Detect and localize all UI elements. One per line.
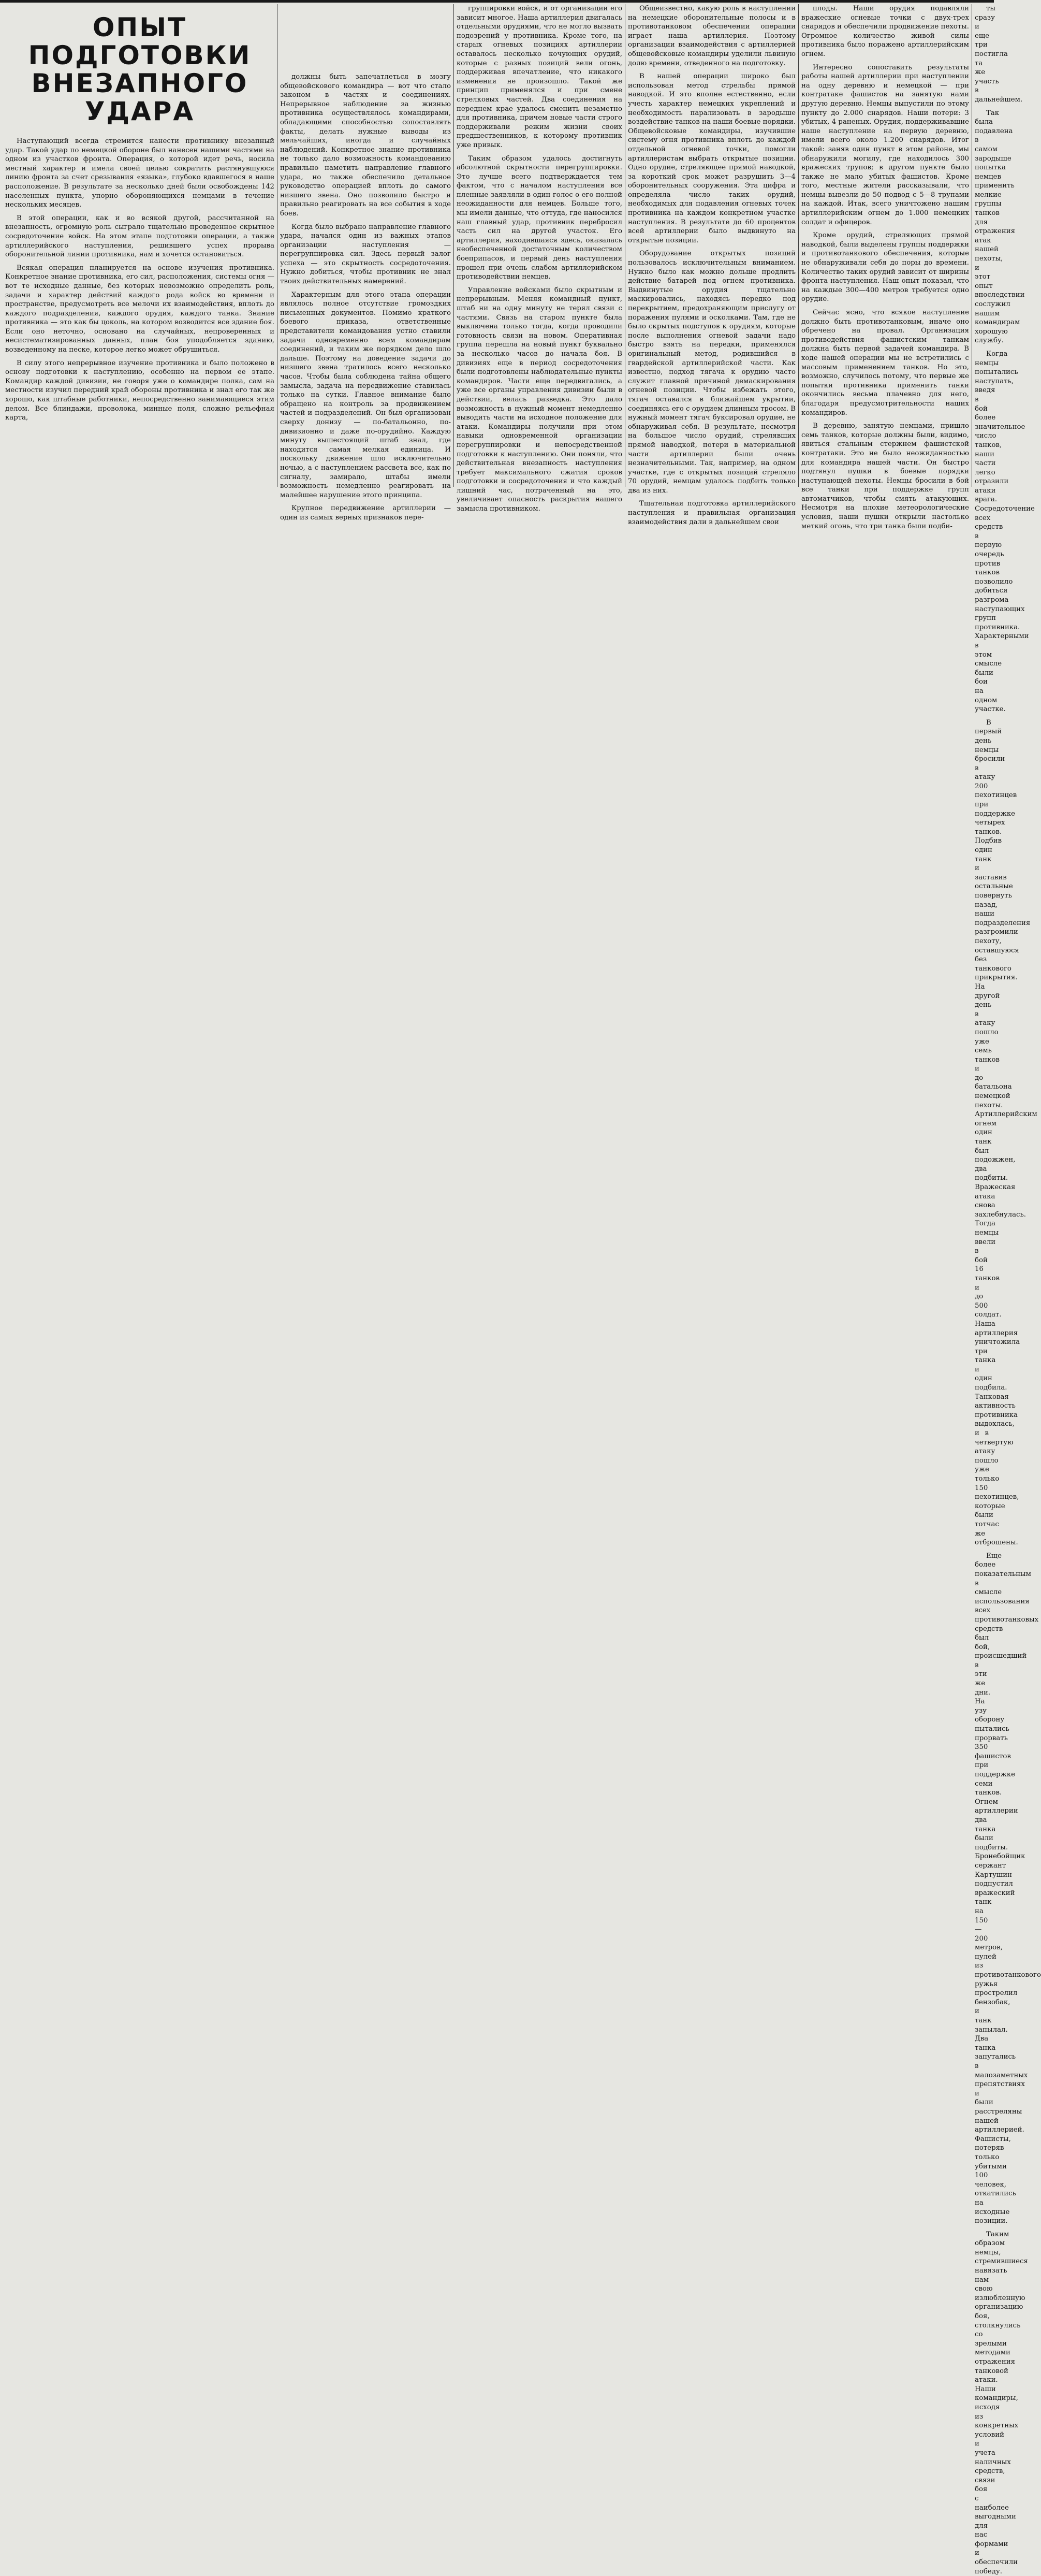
paragraph: Сейчас ясно, что всякое наступление должно быть противотанковым, иначе оно обречено на провал. Организация противодействия фашистским танкам должна быть первой задачей командира. В ходе нашей операции мы не встретились с массовым применением танков. Но это, возможно, случилось потому, что первые же попытки противника применить танки окончились весьма плачевно для него, благодаря предусмотрительности наших командиров. — [801, 309, 969, 417]
paragraph: Таким образом немцы, стремившиеся навязать нам свою излюбленную организацию боя, столкнулись со зрелыми методами отражения танковой атаки. Наши командиры, исходя из конкретных условий и учета наличных средств, связи боя с наиболее выгодными для нас формами и обеспечили победу. — [975, 2230, 1028, 2575]
newspaper-page — [5, 4, 1041, 2575]
paragraph: ты сразу и еще три постигла та же участь в дальнейшем. — [975, 5, 1023, 104]
article-title — [5, 13, 274, 125]
paragraph: Таким образом удалось достигнуть абсолютной скрытности перегруппировки. Это лучше всего подтверждается тем фактом, что с началом наступления все пленные заявляли в один голос о его полной неожиданности для немцев. Больше того, мы имели данные, что оттуда, где наносился наш главный удар, противник перебросил часть сил на другой участок. Его артиллерия, находившаяся здесь, оказалась необеспеченной достаточным количеством боеприпасов, и первый день наступления прошел при очень слабом артиллерийском противодействии немцев. — [457, 154, 622, 281]
paragraph: Так была подавлена в самом зародыше попытка немцев применить мелкие группы танков для отражения атак нашей пехоты, и этот опыт впоследствии сослужил нашим командирам хорошую службу. — [975, 109, 1025, 345]
paragraph: В этой операции, как и во всякой другой, рассчитанной на внезапность, огромную роль сыграло тщательно проведенное скрытное сосредоточение войск. На этом этапе подготовки операции, а также артиллерийского наступления, решившего успех прорыва оборонительной линии противника, нам и хочется остановиться. — [5, 214, 274, 259]
article-column-5 — [801, 4, 969, 530]
paragraph: Общеизвестно, какую роль в наступлении на немецкие оборонительные полосы и в противотанковом обеспечении операции играет наша артиллерия. Поэтому организации взаимодействия с артиллерией общевойсковые командиры уделили львиную долю времени, отведенного на подготовку. — [628, 5, 796, 67]
article-column-6 — [975, 4, 1041, 2575]
paragraph: группировки войск, и от организации его зависит многое. Наша артиллерия двигалась отдельными орудиями, что не могло вызвать подозрений у противника. Кроме того, на старых огневых позициях артиллерии оставалось несколько кочующих орудий, которые с разных позиций вели огонь, поддерживая впечатление, что никакого изменения не произошло. Такой же принцип применялся и при смене стрелковых частей. Два соединения на переднем крае удалось сменить незаметно для противника, причем новые части строго поддерживали режим жизни своих предшественников, к которому противник уже привык. — [457, 5, 622, 149]
paragraph: Крупное передвижение артиллерии — один из самых верных признаков пере- — [280, 504, 451, 522]
page-top-rule — [0, 0, 994, 3]
paragraph: плоды. Наши орудия подавляли вражеские огневые точки с двух-трех снарядов и обеспечили продвижение пехоты. Огромное количество живой силы противника было поражено артиллерийским огнем. — [801, 5, 969, 58]
paragraph: В нашей операции широко был использован метод стрельбы прямой наводкой. И это вполне естественно, если учесть характер немецких укреплений и необходимость парализовать в зародыше воздействие танков на наши боевые порядки. Общевойсковые командиры, изучившие систему огня противника вплоть до каждой отдельной огневой точки, помогли артиллеристам выбрать открытые позиции. Одно орудие, стреляющее прямой наводкой, за короткий срок может разрушить 3—4 оборонительных сооружения. Эта цифра и определяла число таких орудий, необходимых для подавления огневых точек противника на каждом конкретном участке наступления. В результате до 60 процентов всей артиллерии было выдвинуто на открытые позиции. — [628, 73, 796, 244]
column-divider — [453, 4, 454, 487]
paragraph: Еще более показательным в смысле использования всех противотанковых средств был бой, происшедший в эти же дни. На узу оборону пытались прорвать 350 фашистов при поддержке семи танков. Огнем артиллерии два танка были подбиты. Бронебойщик сержант Картушин подпустил вражеский танк на 150—200 метров, пулей из противотанкового ружья прострелил бензобак, и танк запылал. Два танка запутались в малозаметных препятствиях и были расстреляны нашей артиллерией. Фашисты, потеряв только убитыми 100 человек, откатились на исходные позиции. — [975, 1552, 1041, 2225]
paragraph: В силу этого непрерывное изучение противника и было положено в основу подготовки к наступлению, особенно на первом ее этапе. Командир каждой дивизии, не говоря уже о командире полка, сам на местности изучил передний край обороны противника и знал его так же хорошо, как штабные работники, непосредственно занимающиеся этим делом. Все блиндажи, проволока, минные поля, сложно рельефная карта, — [5, 359, 274, 422]
paragraph: Когда было выбрано направление главного удара, начался один из важных этапов организации наступления — перегруппировка сил. Здесь первый залог успеха — это скрытность сосредоточения. Нужно добиться, чтобы противник не знал твоих действительных намерений. — [280, 223, 451, 286]
article-title-line-2: ВНЕЗАПНОГО УДАРА — [31, 68, 248, 126]
paragraph: Оборудование открытых позиций пользовалось исключительным вниманием. Нужно было как можно дольше продлить действие батарей под огнем противника. Выдвинутые орудия тщательно маскировались, находясь передко под перекрытием, предохраняющим прислугу от поражения пулями и осколками. Там, где не было скрытых подступов к орудиям, которые после выполнения огневой задачи надо быстро взять на передки, применялся оригинальный метод, родившийся в гвардейской артиллерийской части. Как известно, подход тягача к орудию часто служит главной причиной демаскирования огневой позиции. Чтобы избежать этого, тягач оставался в ближайшем укрытии, соединяясь его с орудием длинным тросом. В нужный момент тягач буксировал орудие, не обнаруживая себя. В результате, несмотря на большое число орудий, стрелявших прямой наводкой, потери в материальной части артиллерии были очень незначительными. Так, например, на одном участке, где с открытых позиций стреляло 70 орудий, немцам удалось подбить только два из них. — [628, 250, 796, 495]
article-title-line-1: ОПЫТ ПОДГОТОВКИ — [28, 12, 252, 70]
paragraph: Характерным для этого этапа операции являлось полное отсутствие громоздких письменных документов. Помимо краткого боевого приказа, ответственные представители командования устно ставили задачи одновременно всем командирам соединений, и таким же порядком дело шло дальше. Поэтому на доведение задачи до низшего звена тратилось всего несколько часов. Чтобы была соблюдена тайна общего замысла, задача на передвижение ставилась только на сутки. Главное внимание было обращено на контроль за продвижением частей и подразделений. Он был организован сверху донизу — по-батальонно, по-дивизионно и даже по-орудийно. Каждую минуту вышестоящий штаб знал, где находится самая мелкая единица. И поскольку движение шло исключительно ночью, а с наступлением рассвета все, как по сигналу, замирало, штабы имели возможность немедленно реагировать на малейшее нарушение этого принципа. — [280, 291, 451, 499]
article-column-2 — [280, 73, 451, 522]
paragraph: В первый день немцы бросили в атаку 200 пехотинцев при поддержке четырех танков. Подбив один танк и заставив остальные повернуть назад, наши подразделения разгромили пехоту, оставшуюся без танкового прикрытия. На другой день в атаку пошло уже семь танков и до батальона немецкой пехоты. Артиллерийским огнем один танк был подожжен, два подбиты. Вражеская атака снова захлебнулась. Тогда немцы ввели в бой 16 танков и до 500 солдат. Наша артиллерия уничтожила три танка и один подбила. Танковая активность противника выдохлась, и в четвертую атаку пошло уже только 150 пехотинцев, которые были тотчас же отброшены. — [975, 718, 1037, 1547]
column-divider — [798, 4, 799, 487]
article-lead-column — [5, 4, 274, 487]
paragraph: Тщательная подготовка артиллерийского наступления и правильная организация взаимодействия дали в дальнейшем свои — [628, 500, 796, 526]
paragraph: Интересно сопоставить результаты работы нашей артиллерии при наступлении на одну деревню и немецкой — при контратаке фашистов на занятую нами другую деревню. Немцы выпустили по этому пункту до 2.000 снарядов. Наши потери: 3 убитых, 4 раненых. Орудия, поддерживавшие наше наступление на первую деревню, имели всего около 1.200 снарядов. Итог такой: заняв один пункт в этом районе, мы обнаружили могилу, где находилось 300 вражеских трупов; в другом пункте было также не мало убитых фашистов. Кроме того, местные жители рассказывали, что немцы вывезли до 50 подвод с 5—8 трупами на каждой. Итак, всего уничтожено нашим артиллерийским огнем до 1.000 немецких солдат и офицеров. — [801, 63, 969, 226]
paragraph: Управление войсками было скрытным и непрерывным. Меняя командный пункт, штаб ни на одну минуту не терял связи с частями. Связь на старом пункте была выключена только тогда, когда проводили готовность связи на новом. Оперативная группа перешла на новый пункт буквально за несколько часов до начала боя. В дивизиях еще в период сосредоточения были подготовлены наблюдательные пункты командиров. Части еще передвигались, а уже все органы управления дивизии были в действии, велась разведка. Это дало возможность в нужный момент немедленно выводить части на исходное положение для атаки. Командиры получили при этом навыки одновременной организации перегруппировки и непосредственной подготовки к наступлению. Они поняли, что действительная внезапность наступления требует максимального сжатия сроков подготовки и сосредоточения и что каждый лишний час, потраченный на это, увеличивает опасность раскрытия нашего замысла противником. — [457, 286, 622, 513]
article-column-3 — [457, 4, 622, 513]
article-column-4 — [628, 4, 796, 526]
paragraph: Всякая операция планируется на основе изучения противника. Конкретное знание противника, его сил, расположения, системы огня — вот те исходные данные, без которых невозможно определить роль, задачи и характер действий каждого рода войск во времени и пространстве, предусмотреть все мелочи их взаимодействия, вплоть до каждого подразделения, каждого орудия, каждого танка. Знание противника — это как бы цоколь, на котором возводится все здание боя. Если оно неточно, основано на случайных, непроверенных и несистематизированных данных, план боя уподобляется зданию, возведенному на песке, которое легко может обрушиться. — [5, 264, 274, 354]
paragraph: Наступающий всегда стремится нанести противнику внезапный удар. Такой удар по немецкой обороне был нанесен нашими частями на одном из участков фронта. Операция, о которой идет речь, носила местный характер и имела своей целью сократить растянувшуюся линию фронта за счет срезывания «языка», глубоко вдавшегося в наше расположение. В результате за несколько дней были освобождены 142 населенных пункта, упорно обороняющихся немцами в течение нескольких месяцев. — [5, 137, 274, 209]
paragraph: В деревню, занятую немцами, пришло семь танков, которые должны были, видимо, явиться стальным стержнем фашистской контратаки. Это не было неожиданностью для командира нашей части. Он быстро подтянул пушки в боевые порядки наступающей пехоты. Немцы бросили в бой все танки при поддержке групп автоматчиков, чтобы смять атакующих. Несмотря на плохие метеорологические условия, наши пушки открыли настолько меткий огонь, что три танка были подби- — [801, 422, 969, 530]
paragraph: Кроме орудий, стреляющих прямой наводкой, были выделены группы поддержки и противотанкового обеспечения, которые не обнаруживали себя до поры до времени. Количество таких орудий зависит от ширины фронта наступления. Наш опыт показал, что на каждые 300—400 метров требуется одно орудие. — [801, 231, 969, 303]
paragraph: должны быть запечатлеться в мозгу общевойскового командира — вот что стало законом в частях и соединениях. Непрерывное наблюдение за жизнью противника осуществлялось командирами, обладающими способностью сопоставлять факты, делать нужные выводы из мельчайших, иногда и случайных наблюдений. Конкретное знание противника не только дало возможность командованию правильно наметить направление главного удара, но также обеспечило детальное руководство операцией вплоть до самого низшего звена. Оно позволило быстро и правильно реагировать на все события в ходе боев. — [280, 73, 451, 218]
paragraph: Когда немцы попытались наступать, введя в бой более значительное число танков, наши части легко отразили атаки врага. Сосредоточение всех средств в первую очередь против танков позволило добиться разгрома наступающих групп противника. Характерными в этом смысле были бои на одном участке. — [975, 350, 1035, 714]
